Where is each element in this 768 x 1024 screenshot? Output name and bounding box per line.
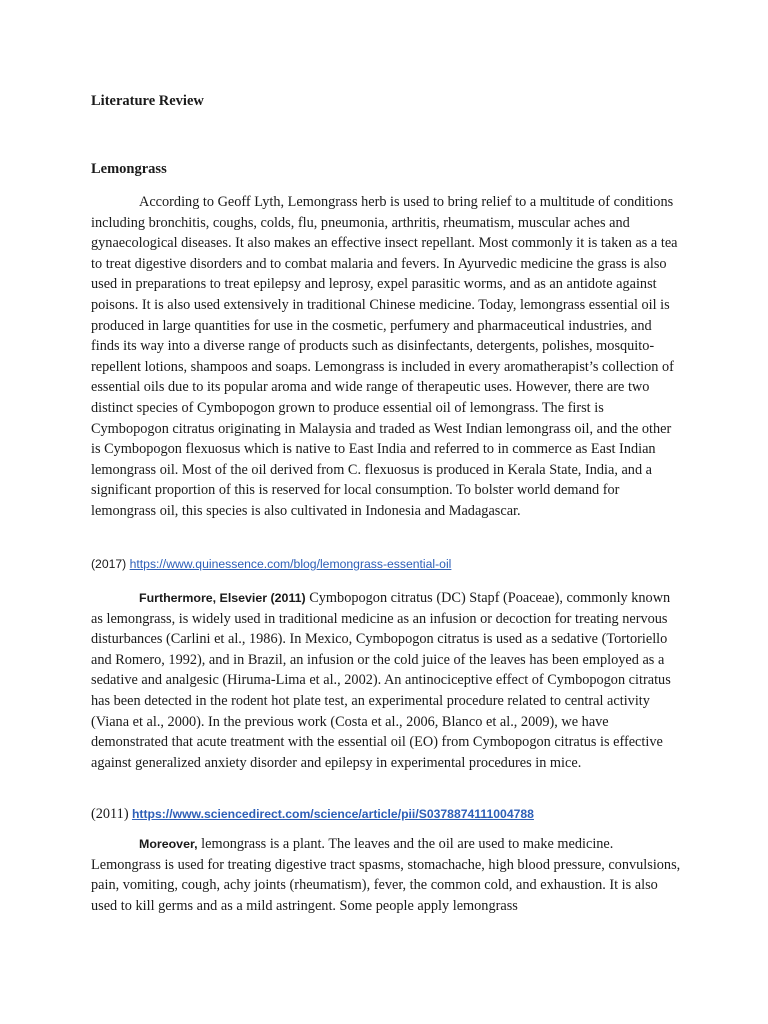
paragraph-moreover-lead: Moreover, (139, 837, 198, 851)
reference-2-link[interactable]: https://www.sciencedirect.com/science/article/pii/S0378874111004788 (131, 807, 534, 821)
reference-2-year: (2011) (91, 806, 129, 822)
document-title: Literature Review (91, 93, 204, 109)
reference-1 (91, 554, 451, 574)
paragraph-geoff-lyth: According to Geoff Lyth, Lemongrass herb is used to bring relief to a multitude of conditions including bronchitis, coughs, colds, flu, pneumonia, arthritis, rheumatism, muscular aches and gynaecological diseases. It also makes an effective insect repellant. Most commonly it is taken as a tea to treat digestive disorders and to combat malaria and fevers. In Ayurvedic medicine the grass is also used in preparations to treat epilepsy and leprosy, expel parasitic worms, and as an antidote against poisons. It is also used extensively in traditional Chinese medicine. Today, lemongrass essential oil is produced in large quantities for use in the cosmetic, perfumery and pharmaceutical industries, and finds its way into a diverse range of products such as disinfectants, detergents, polishes, mosquito-repellent lotions, shampoos and soaps. Lemongrass is included in every aromatherapist’s collection of essential oils due to its popular aroma and wide range of therapeutic uses. However, there are two distinct species of Cymbopogon grown to produce essential oil of lemongrass. The first is Cymbopogon citratus originating in Malaysia and traded as West Indian lemongrass oil, and the other is Cymbopogon flexuosus which is native to East India and referred to in commerce as East Indian lemongrass oil. Most of the oil derived from C. flexuosus is produced in Kerala State, India, and a significant proportion of this is reserved for local consumption. To bolster world demand for lemongrass oil, this species is also cultivated in Indonesia and Madagascar. (91, 194, 678, 519)
paragraph-elsevier-body: Cymbopogon citratus (DC) Stapf (Poaceae), commonly known as lemongrass, is widely used in traditional medicine as an infusion or decoction for treating nervous disturbances (Carlini et al., 1986). In Mexico, Cymbopogon citratus is used as a sedative (Tortoriello and Romero, 1992), and in Brazil, an infusion or the cold juice of the leaves has been employed as a sedative and analgesic (Hiruma-Lima et al., 2002). An antinociceptive effect of Cymbopogon citratus has been detected in the rodent hot plate test, an experimental procedure related to central activity (Viana et al., 2000). In the previous work (Costa et al., 2006, Blanco et al., 2009), we have demonstrated that acute treatment with the essential oil (EO) from Cymbopogon citratus is effective against generalized anxiety disorder and epilepsy in experimental procedures in mice. (91, 590, 671, 771)
reference-2 (91, 804, 534, 824)
reference-1-link[interactable]: https://www.quinessence.com/blog/lemongrass-essential-oil (129, 557, 452, 571)
paragraph-moreover-body: lemongrass is a plant. The leaves and the oil are used to make medicine. Lemongrass is used for treating digestive tract spasms, stomachache, high blood pressure, convulsions, pain, vomiting, cough, achy joints (rheumatism), fever, the common cold, and exhaustion. It is also used to kill germs and as a mild astringent. Some people apply lemongrass (91, 836, 681, 914)
paragraph-moreover (91, 834, 681, 916)
paragraph-elsevier (91, 588, 681, 773)
section-heading-lemongrass: Lemongrass (91, 161, 167, 177)
reference-1-year: (2017) (91, 557, 127, 571)
paragraph-elsevier-lead: Furthermore, Elsevier (2011) (139, 591, 306, 605)
